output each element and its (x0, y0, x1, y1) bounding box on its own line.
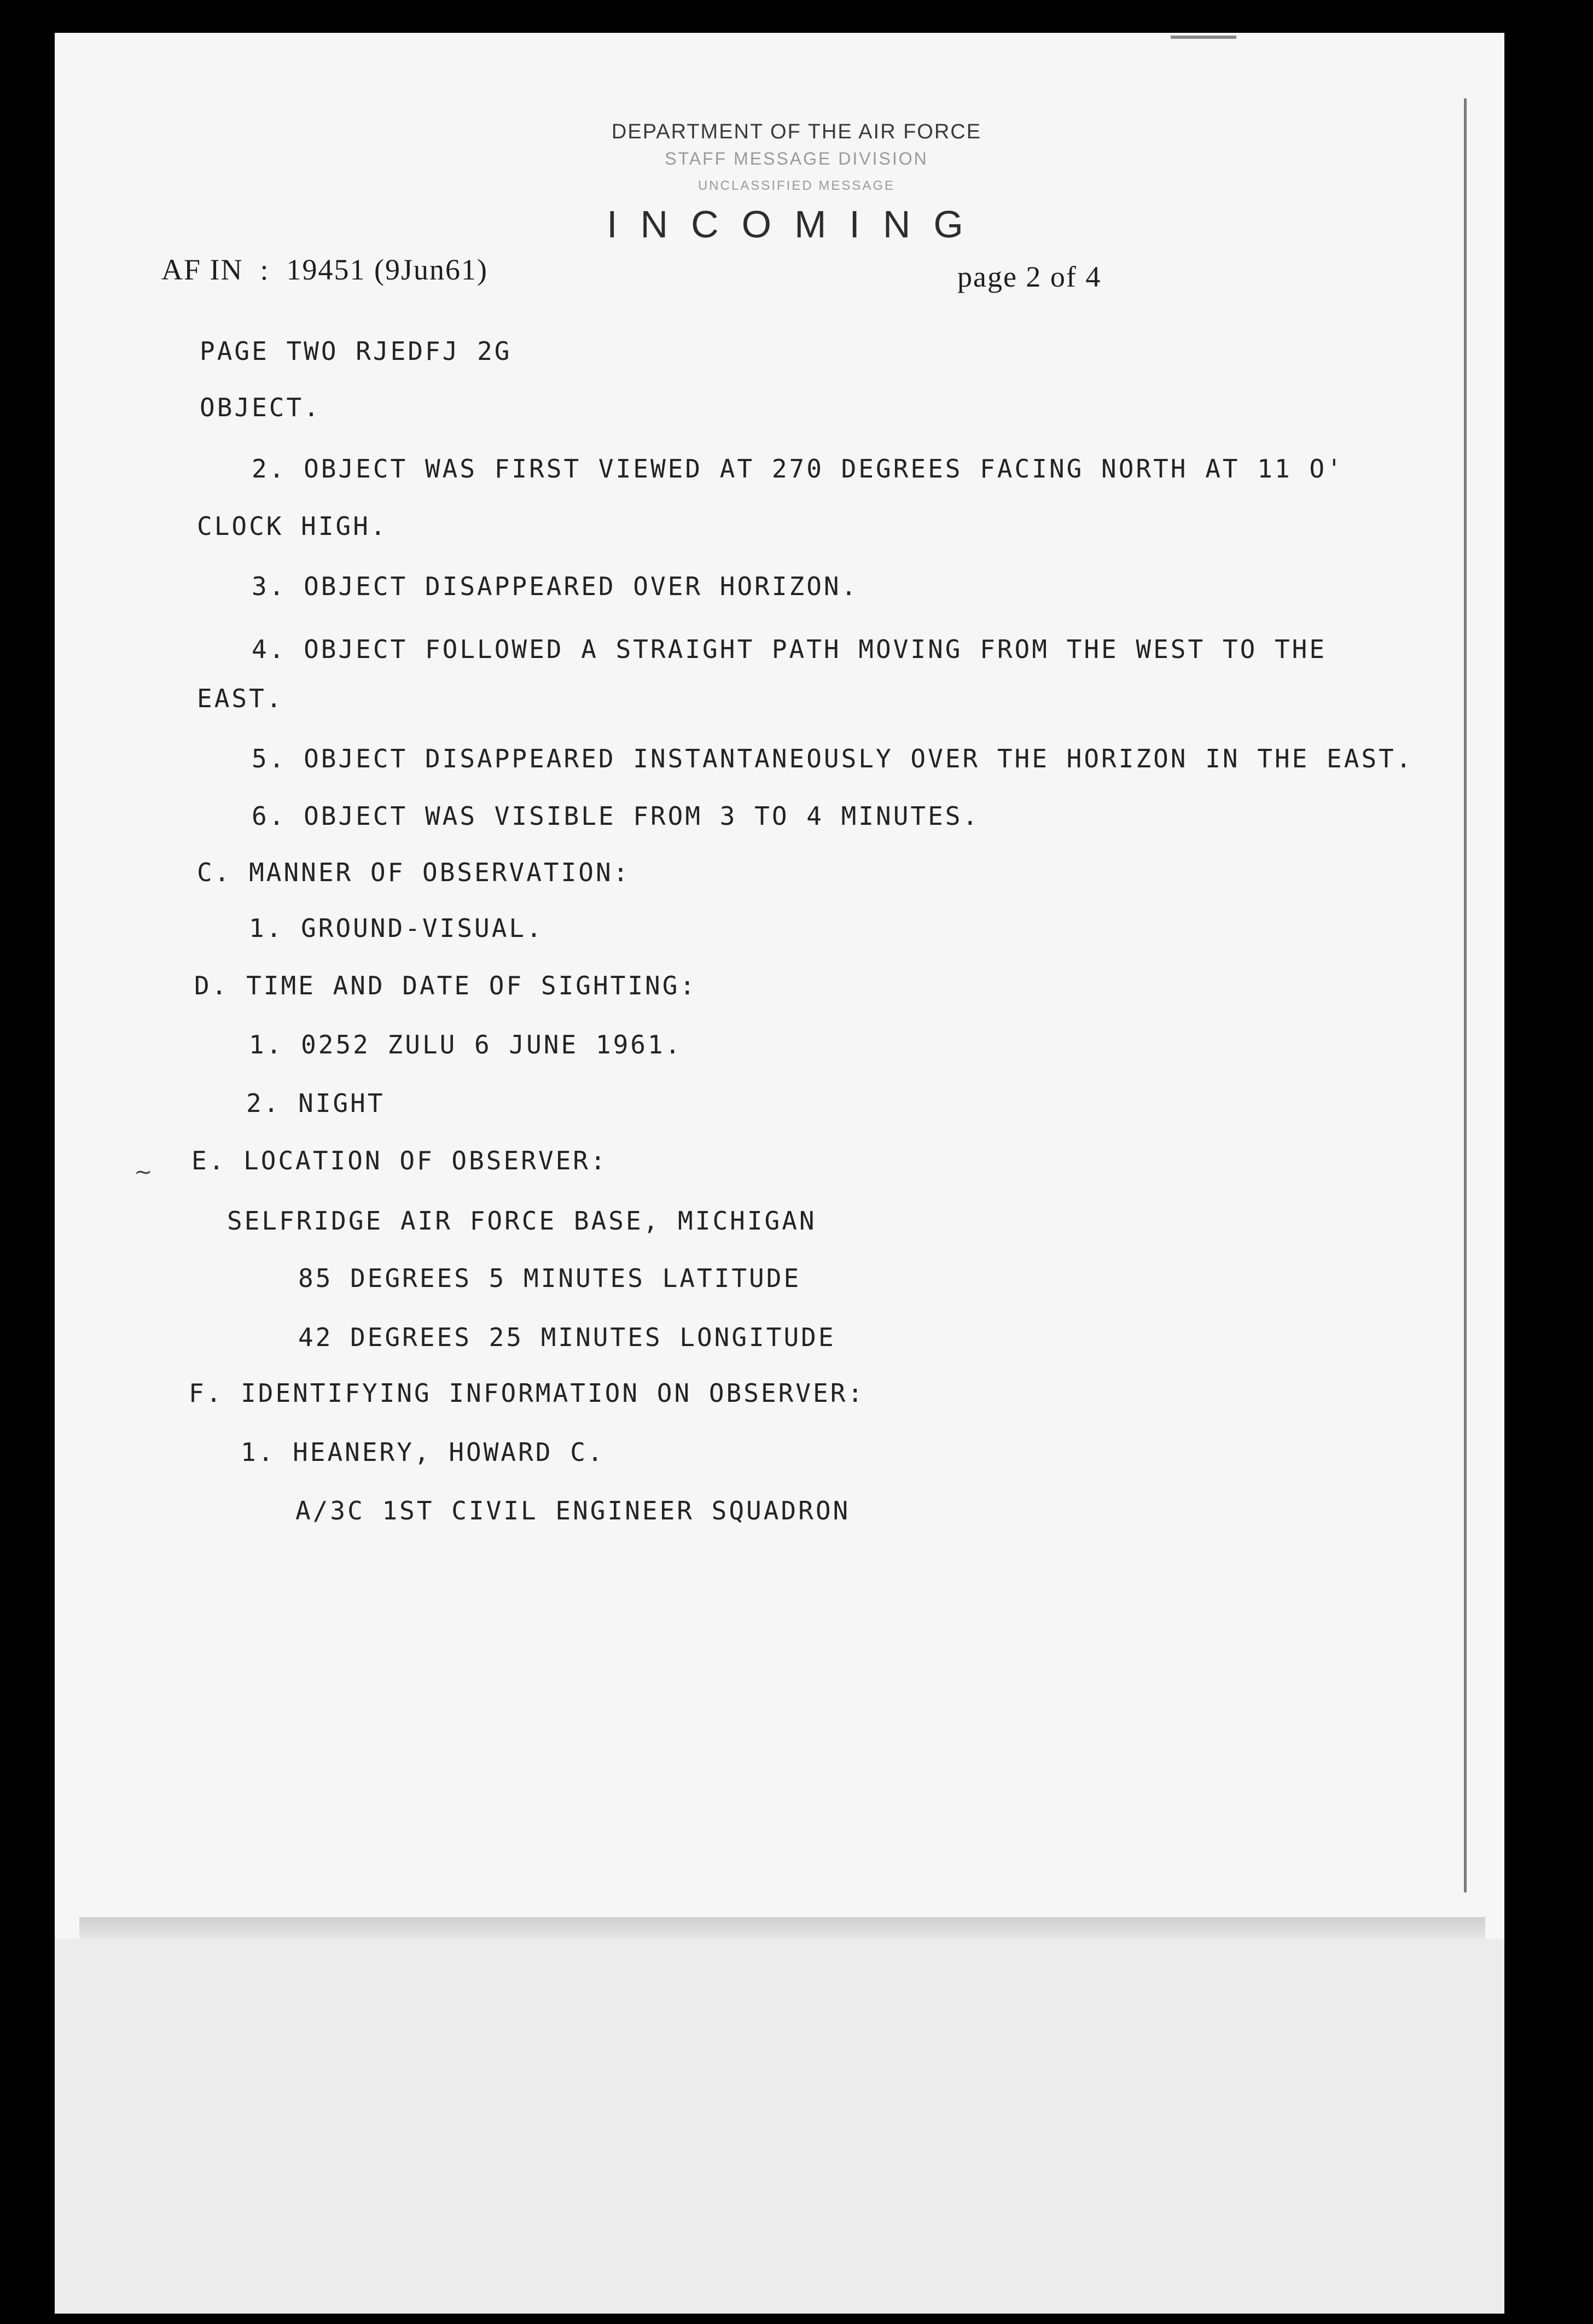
body-line: CLOCK HIGH. (197, 511, 388, 541)
backing-area (55, 1939, 1504, 2314)
body-line: SELFRIDGE AIR FORCE BASE, MICHIGAN (227, 1206, 817, 1236)
division-stamp: STAFF MESSAGE DIVISION (665, 149, 928, 168)
body-line: EAST. (197, 684, 284, 713)
page-shadow (79, 1917, 1485, 1939)
body-line: 1. HEANERY, HOWARD C. (241, 1437, 605, 1467)
body-line: 5. OBJECT DISAPPEARED INSTANTANEOUSLY OVER THE HORIZON IN THE EAST. (252, 744, 1414, 773)
page-edge-line (1464, 98, 1467, 1892)
page-indicator: page 2 of 4 (957, 260, 1102, 293)
classification-stamp: UNCLASSIFIED MESSAGE (697, 178, 896, 193)
message-id: AF IN : 19451 (9Jun61) (161, 253, 488, 286)
body-line: F. IDENTIFYING INFORMATION ON OBSERVER: (189, 1378, 865, 1408)
body-line: PAGE TWO RJEDFJ 2G (200, 336, 512, 366)
body-line: A/3C 1ST CIVIL ENGINEER SQUADRON (295, 1496, 851, 1525)
body-line: C. MANNER OF OBSERVATION: (197, 858, 631, 887)
body-line: 6. OBJECT WAS VISIBLE FROM 3 TO 4 MINUTES. (252, 801, 980, 831)
body-line: OBJECT. (200, 393, 321, 422)
body-line: 85 DEGREES 5 MINUTES LATITUDE (298, 1263, 801, 1293)
body-line: 2. OBJECT WAS FIRST VIEWED AT 270 DEGREES FACING NORTH AT 11 O' (252, 454, 1344, 484)
margin-mark: ~ (134, 1160, 153, 1185)
body-line: 4. OBJECT FOLLOWED A STRAIGHT PATH MOVING FROM THE WEST TO THE (252, 634, 1327, 664)
body-line: 3. OBJECT DISAPPEARED OVER HORIZON. (252, 572, 859, 601)
edge-mark (1171, 36, 1236, 39)
department-heading: DEPARTMENT OF THE AIR FORCE (611, 120, 982, 143)
body-line: 42 DEGREES 25 MINUTES LONGITUDE (298, 1323, 836, 1352)
incoming-heading: INCOMING (607, 203, 986, 246)
body-line: 1. 0252 ZULU 6 JUNE 1961. (249, 1030, 683, 1059)
body-line: E. LOCATION OF OBSERVER: (191, 1146, 608, 1175)
body-line: 1. GROUND-VISUAL. (249, 913, 544, 943)
body-line: D. TIME AND DATE OF SIGHTING: (194, 971, 697, 1000)
body-line: 2. NIGHT (246, 1088, 385, 1118)
